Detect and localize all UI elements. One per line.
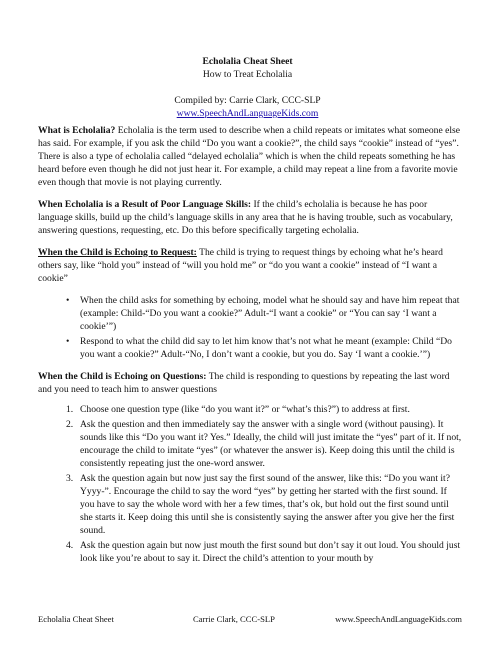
compiled-by: Compiled by: Carrie Clark, CCC-SLP [174, 95, 321, 106]
request-bullet-list [38, 294, 462, 361]
website-link[interactable]: www.SpeechAndLanguageKids.com [176, 108, 319, 119]
section-poor-language [38, 198, 462, 237]
section-questions-heading: When the Child is Echoing on Questions: [38, 371, 207, 382]
section-poor-language-body: If the child’s echolalia is because he has poor language skills, build up the child’s language skills in any area that he is having trouble, such as vocabulary, answering questions, requesting, etc. Do this before specifically targeting echolalia. [38, 199, 453, 236]
list-item: 1. Choose one question type (like “do you want it?” or “what’s this?”) to address at first. [66, 404, 410, 415]
list-item: 4. Ask the question again but now just mouth the first sound but don’t say it out loud. You should just look like you’re about to say it. Direct the child’s attention to your mouth by [66, 540, 461, 564]
section-what-heading: What is Echolalia? [38, 125, 116, 136]
document-body [38, 124, 462, 567]
footer-title: Echolalia Cheat Sheet [38, 614, 114, 624]
footer-website: www.SpeechAndLanguageKids.com [335, 614, 462, 624]
section-request [38, 246, 462, 285]
section-what-body: Echolalia is the term used to describe when a child repeats or imitates what someone else has said. For example, if you ask the child “Do you want a cookie?”, the child says “cookie” instead of “yes”. There is also a type of echolalia called “delayed echolalia” which is when the child repeats something he has heard before even though he did not just hear it. For example, a child may repeat a line from a favorite movie even though that movie is not playing currently. [38, 125, 461, 188]
document-header [0, 55, 495, 120]
document-title: Echolalia Cheat Sheet [202, 56, 293, 67]
section-request-body: The child is trying to request things by echoing what he’s heard others say, like “hold you” instead of “will you hold me” or “do you want a cookie” instead of “I want a cookie” [38, 247, 443, 284]
list-item: 2. Ask the question and then immediately say the answer with a single word (without pausing). It sounds like this “Do you want it? Yes.” Ideally, the child will just imitate the “yes” part of it. If not, encourage the child to imitate “yes” (or whatever the answer is). Keep doing this until the child is consistently repeating just the one-word answer. [66, 419, 462, 469]
list-item: • Respond to what the child did say to let him know that’s not what he meant (example: Child “Do you want a cookie?” Adult-“No, I don’t want a cookie, but you do. Say ‘I want a cookie.’”) [80, 335, 462, 361]
document-subtitle: How to Treat Echolalia [202, 69, 293, 80]
list-item: 3. Ask the question again but now just say the first sound of the answer, like this: “Do you want it? Yyyy-”. Encourage the child to say the word “yes” by getting her started with the first sound. If you have to say the whole word with her a few times, that’s ok, but hold out the first sound until she starts it. Keep doing this until she is consistently saying the answer after you give her the first sound. [66, 473, 455, 536]
questions-step-list [38, 403, 462, 565]
section-poor-language-heading: When Echolalia is a Result of Poor Language Skills: [38, 199, 252, 210]
section-questions [38, 370, 462, 396]
section-request-heading: When the Child is Echoing to Request: [38, 247, 197, 258]
section-what [38, 124, 462, 189]
section-questions-body: The child is responding to questions by repeating the last word and you need to teach him to answer questions [38, 371, 450, 395]
footer-author: Carrie Clark, CCC-SLP [193, 614, 275, 624]
list-item: • When the child asks for something by echoing, model what he should say and have him repeat that (example: Child-“Do you want a cookie?” Adult-“I want a cookie” or “You can say ‘I want a cookie’”) [80, 294, 462, 333]
